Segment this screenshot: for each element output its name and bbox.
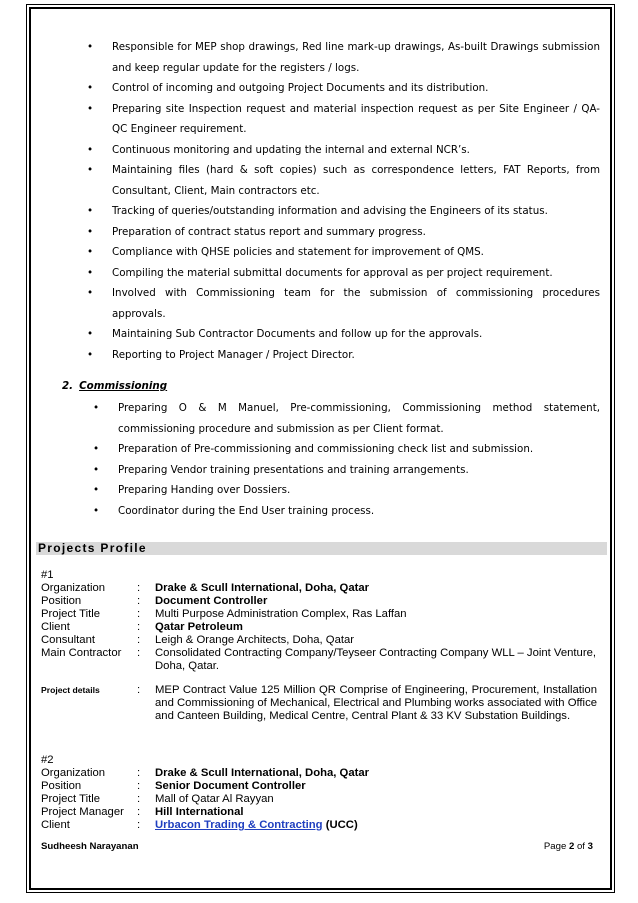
field-label: Position bbox=[41, 780, 82, 792]
project-row-title bbox=[41, 793, 597, 806]
project-row-organization bbox=[41, 582, 597, 595]
field-label: Position bbox=[41, 595, 82, 607]
page-footer bbox=[41, 841, 593, 852]
field-colon: : bbox=[137, 793, 141, 805]
responsibilities-list bbox=[36, 37, 604, 365]
field-value: Mall of Qatar Al Rayyan bbox=[155, 793, 274, 805]
field-colon: : bbox=[137, 806, 141, 818]
field-value: MEP Contract Value 125 Million QR Comprise of Engineering, Procurement, Installation and Commissioning of Mechanical, Electrical and Plumbing works associated with Office and Canteen Building, Medical Centre, Central Plant & 33 KV Substation Buildings. bbox=[155, 684, 597, 722]
field-label: Organization bbox=[41, 767, 106, 779]
field-value: Consolidated Contracting Company/Teyseer Contracting Company WLL – Joint Venture, Doha, Qatar. bbox=[155, 647, 597, 672]
field-label: Project Manager bbox=[41, 806, 124, 818]
project-row-position bbox=[41, 595, 597, 608]
field-value: Hill International bbox=[155, 806, 244, 818]
commissioning-heading bbox=[62, 376, 604, 396]
project-row-consultant bbox=[41, 634, 597, 647]
field-value: Drake & Scull International, Doha, Qatar bbox=[155, 582, 370, 594]
field-colon: : bbox=[137, 819, 141, 831]
project-row-details bbox=[41, 684, 597, 723]
field-label: Organization bbox=[41, 582, 106, 594]
field-colon: : bbox=[137, 767, 141, 779]
field-label: Project details bbox=[41, 685, 100, 695]
field-label: Project Title bbox=[41, 608, 101, 620]
section-title: Commissioning bbox=[79, 380, 168, 392]
section-number: 2. bbox=[62, 380, 74, 392]
project-row-organization bbox=[41, 767, 597, 780]
field-value bbox=[155, 819, 597, 832]
client-link[interactable]: Urbacon Trading & Contracting bbox=[155, 819, 323, 831]
field-value: Multi Purpose Administration Complex, Ras Laffan bbox=[155, 608, 407, 620]
field-colon: : bbox=[137, 608, 141, 620]
project-row-main-contractor bbox=[41, 647, 597, 673]
field-value: Document Controller bbox=[155, 595, 268, 607]
list-item: • Preparing Vendor training presentations and training arrangements. bbox=[118, 460, 600, 481]
projects-profile-heading: Projects Profile bbox=[36, 542, 607, 555]
list-item: • Preparation of Pre-commissioning and commissioning check list and submission. bbox=[118, 439, 600, 460]
field-value: Qatar Petroleum bbox=[155, 621, 243, 633]
field-value: Senior Document Controller bbox=[155, 780, 306, 792]
field-colon: : bbox=[137, 621, 141, 633]
commissioning-list bbox=[36, 398, 604, 521]
field-label: Client bbox=[41, 819, 70, 831]
field-colon: : bbox=[137, 634, 141, 646]
field-label: Client bbox=[41, 621, 70, 633]
footer-name: Sudheesh Narayanan bbox=[41, 841, 139, 852]
list-item: • Coordinator during the End User training process. bbox=[118, 501, 600, 522]
list-item: • Preparing O & M Manuel, Pre-commissioning, Commissioning method statement, commissioning procedure and submission as per Client format. bbox=[118, 398, 600, 439]
list-item: • Compliance with QHSE policies and statement for improvement of QMS. bbox=[112, 242, 600, 263]
list-item: • Continuous monitoring and updating the internal and external NCR’s. bbox=[112, 140, 600, 161]
list-item: • Preparing site Inspection request and material inspection request as per Site Engineer / QA-QC Engineer requirement. bbox=[112, 99, 600, 140]
list-item: • Reporting to Project Manager / Project Director. bbox=[112, 345, 600, 366]
project-2 bbox=[41, 754, 597, 832]
list-item: • Tracking of queries/outstanding information and advising the Engineers of its status. bbox=[112, 201, 600, 222]
project-1 bbox=[41, 569, 597, 723]
responsibilities-section bbox=[36, 37, 604, 521]
field-colon: : bbox=[137, 595, 141, 607]
list-item: • Responsible for MEP shop drawings, Red line mark-up drawings, As-built Drawings submission and keep regular update for the registers / logs. bbox=[112, 37, 600, 78]
field-colon: : bbox=[137, 582, 141, 594]
project-row-title bbox=[41, 608, 597, 621]
field-value: Drake & Scull International, Doha, Qatar bbox=[155, 767, 370, 779]
list-item: • Maintaining Sub Contractor Documents and follow up for the approvals. bbox=[112, 324, 600, 345]
list-item: • Involved with Commissioning team for the submission of commissioning procedures approvals. bbox=[112, 283, 600, 324]
project-row-project-manager bbox=[41, 806, 597, 819]
list-item: • Maintaining files (hard & soft copies) such as correspondence letters, FAT Reports, from Consultant, Client, Main contractors etc. bbox=[112, 160, 600, 201]
field-label: Consultant bbox=[41, 634, 96, 646]
field-colon: : bbox=[137, 684, 141, 696]
project-row-client bbox=[41, 819, 597, 832]
list-item: • Compiling the material submittal documents for approval as per project requirement. bbox=[112, 263, 600, 284]
page-number: Page 2 of 3 bbox=[543, 841, 593, 852]
project-row-position bbox=[41, 780, 597, 793]
field-label: Project Title bbox=[41, 793, 101, 805]
list-item: • Control of incoming and outgoing Project Documents and its distribution. bbox=[112, 78, 600, 99]
field-label: Main Contractor bbox=[41, 647, 122, 659]
client-suffix: (UCC) bbox=[325, 819, 358, 831]
field-colon: : bbox=[137, 780, 141, 792]
project-row-client bbox=[41, 621, 597, 634]
field-value: Leigh & Orange Architects, Doha, Qatar bbox=[155, 634, 355, 646]
project-index: #1 bbox=[41, 569, 54, 581]
field-colon: : bbox=[137, 647, 141, 659]
list-item: • Preparing Handing over Dossiers. bbox=[118, 480, 600, 501]
list-item: • Preparation of contract status report and summary progress. bbox=[112, 222, 600, 243]
project-index: #2 bbox=[41, 754, 54, 766]
